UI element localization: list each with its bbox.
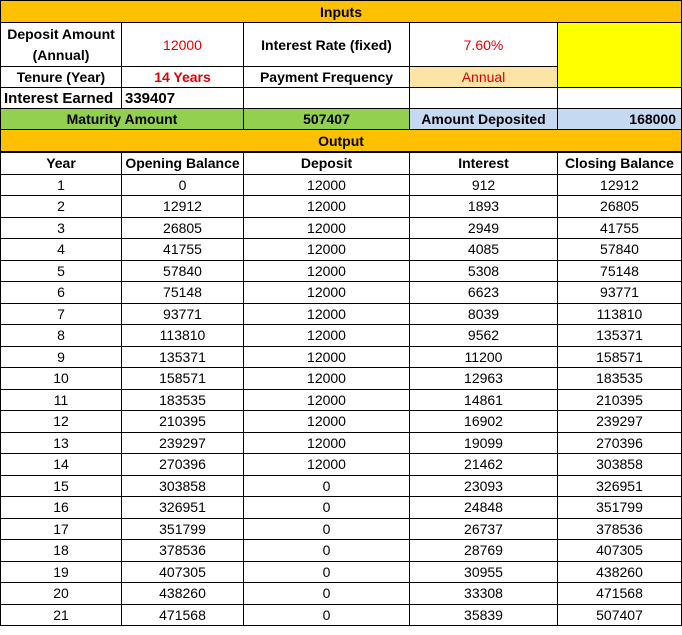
table-cell: 28769 (409, 539, 558, 562)
table-cell: 18 (0, 539, 122, 562)
table-cell: 210395 (121, 410, 244, 433)
table-cell: 12000 (243, 324, 410, 347)
table-cell: 183535 (121, 389, 244, 412)
table-cell: 407305 (121, 561, 244, 584)
table-cell: 57840 (121, 260, 244, 283)
table-cell: 0 (243, 604, 410, 627)
table-cell: 351799 (121, 518, 244, 541)
table-cell: 0 (243, 496, 410, 519)
table-cell: 135371 (121, 346, 244, 369)
table-cell: 12000 (243, 389, 410, 412)
table-cell: 239297 (557, 410, 682, 433)
table-cell: 303858 (557, 453, 682, 476)
table-cell: 12000 (243, 303, 410, 326)
table-cell: 12000 (243, 174, 410, 197)
table-cell: 9 (0, 346, 122, 369)
table-row (0, 217, 682, 239)
table-cell: 5308 (409, 260, 558, 283)
interest-rate-label: Interest Rate (fixed) (243, 22, 410, 67)
table-cell: 326951 (557, 475, 682, 498)
table-cell: 4 (0, 238, 122, 261)
table-cell: 30955 (409, 561, 558, 584)
table-cell: 113810 (121, 324, 244, 347)
table-cell: 16 (0, 496, 122, 519)
maturity-amount-label: Maturity Amount (0, 108, 244, 130)
table-cell: 378536 (121, 539, 244, 562)
table-cell: 912 (409, 174, 558, 197)
column-header: Opening Balance (121, 152, 244, 175)
column-header: Deposit (243, 152, 410, 175)
interest-earned-label: Interest Earned (0, 87, 122, 109)
table-header-row (0, 152, 682, 174)
table-row (0, 518, 682, 540)
empty-cell (557, 87, 682, 109)
table-cell: 0 (243, 561, 410, 584)
interest-earned-value: 339407 (121, 87, 244, 109)
table-cell: 41755 (557, 217, 682, 240)
table-cell: 158571 (557, 346, 682, 369)
deposit-amount-label: Deposit Amount (Annual) (0, 22, 122, 67)
table-cell: 9562 (409, 324, 558, 347)
empty-cell (409, 87, 558, 109)
table-row (0, 281, 682, 303)
table-cell: 239297 (121, 432, 244, 455)
table-cell: 378536 (557, 518, 682, 541)
table-cell: 13 (0, 432, 122, 455)
table-cell: 2949 (409, 217, 558, 240)
table-cell: 438260 (121, 582, 244, 605)
table-cell: 183535 (557, 367, 682, 390)
table-row (0, 475, 682, 497)
table-cell: 0 (243, 475, 410, 498)
table-row (0, 367, 682, 389)
interest-rate-value[interactable]: 7.60% (409, 22, 558, 67)
table-cell: 0 (121, 174, 244, 197)
table-cell: 21 (0, 604, 122, 627)
table-cell: 12000 (243, 238, 410, 261)
amount-deposited-label: Amount Deposited (409, 108, 558, 130)
inputs-header: Inputs (0, 0, 682, 23)
table-cell: 11200 (409, 346, 558, 369)
table-row (0, 260, 682, 282)
payment-frequency-label: Payment Frequency (243, 66, 410, 88)
table-cell: 12912 (121, 195, 244, 218)
table-cell: 12000 (243, 367, 410, 390)
table-cell: 24848 (409, 496, 558, 519)
table-cell: 113810 (557, 303, 682, 326)
table-cell: 26805 (557, 195, 682, 218)
table-cell: 6623 (409, 281, 558, 304)
table-cell: 17 (0, 518, 122, 541)
table-row (0, 604, 682, 626)
table-cell: 12000 (243, 453, 410, 476)
table-cell: 0 (243, 582, 410, 605)
table-row (0, 389, 682, 411)
table-cell: 270396 (121, 453, 244, 476)
column-header: Year (0, 152, 122, 175)
table-cell: 351799 (557, 496, 682, 519)
table-cell: 326951 (121, 496, 244, 519)
table-cell: 2 (0, 195, 122, 218)
table-cell: 16902 (409, 410, 558, 433)
table-cell: 3 (0, 217, 122, 240)
amount-deposited-value: 168000 (557, 108, 682, 130)
table-cell: 14861 (409, 389, 558, 412)
table-row (0, 453, 682, 475)
table-row (0, 496, 682, 518)
table-row (0, 238, 682, 260)
table-cell: 75148 (121, 281, 244, 304)
table-cell: 12000 (243, 346, 410, 369)
table-cell: 19 (0, 561, 122, 584)
table-cell: 0 (243, 539, 410, 562)
table-cell: 12000 (243, 260, 410, 283)
table-cell: 135371 (557, 324, 682, 347)
table-cell: 20 (0, 582, 122, 605)
table-cell: 1 (0, 174, 122, 197)
table-cell: 19099 (409, 432, 558, 455)
table-cell: 4085 (409, 238, 558, 261)
table-row (0, 324, 682, 346)
table-cell: 471568 (557, 582, 682, 605)
table-cell: 26805 (121, 217, 244, 240)
highlight-cell (557, 22, 682, 88)
table-row (0, 561, 682, 583)
output-header: Output (0, 129, 682, 152)
maturity-amount-value: 507407 (243, 108, 410, 130)
table-cell: 14 (0, 453, 122, 476)
table-cell: 26737 (409, 518, 558, 541)
table-cell: 6 (0, 281, 122, 304)
table-cell: 407305 (557, 539, 682, 562)
table-cell: 158571 (121, 367, 244, 390)
table-cell: 303858 (121, 475, 244, 498)
table-row (0, 432, 682, 454)
table-cell: 12000 (243, 432, 410, 455)
table-cell: 270396 (557, 432, 682, 455)
table-row (0, 303, 682, 325)
table-cell: 12000 (243, 410, 410, 433)
table-cell: 8 (0, 324, 122, 347)
table-cell: 5 (0, 260, 122, 283)
table-row (0, 410, 682, 432)
tenure-value[interactable]: 14 Years (121, 66, 244, 88)
column-header: Closing Balance (557, 152, 682, 175)
table-cell: 12 (0, 410, 122, 433)
table-cell: 7 (0, 303, 122, 326)
table-cell: 11 (0, 389, 122, 412)
table-row (0, 582, 682, 604)
table-cell: 33308 (409, 582, 558, 605)
table-cell: 471568 (121, 604, 244, 627)
table-row (0, 346, 682, 368)
table-cell: 1893 (409, 195, 558, 218)
table-cell: 93771 (121, 303, 244, 326)
table-row (0, 539, 682, 561)
table-cell: 507407 (557, 604, 682, 627)
table-cell: 35839 (409, 604, 558, 627)
table-cell: 0 (243, 518, 410, 541)
table-row (0, 195, 682, 217)
table-cell: 21462 (409, 453, 558, 476)
table-cell: 75148 (557, 260, 682, 283)
deposit-amount-value[interactable]: 12000 (121, 22, 244, 67)
column-header: Interest (409, 152, 558, 175)
table-cell: 10 (0, 367, 122, 390)
table-cell: 12963 (409, 367, 558, 390)
table-cell: 41755 (121, 238, 244, 261)
table-cell: 15 (0, 475, 122, 498)
table-cell: 12000 (243, 281, 410, 304)
tenure-label: Tenure (Year) (0, 66, 122, 88)
table-cell: 210395 (557, 389, 682, 412)
empty-cell (243, 87, 410, 109)
table-cell: 93771 (557, 281, 682, 304)
table-row (0, 174, 682, 196)
table-cell: 12912 (557, 174, 682, 197)
table-cell: 12000 (243, 217, 410, 240)
payment-frequency-value[interactable]: Annual (409, 66, 558, 88)
table-cell: 57840 (557, 238, 682, 261)
table-cell: 12000 (243, 195, 410, 218)
table-cell: 438260 (557, 561, 682, 584)
table-cell: 8039 (409, 303, 558, 326)
table-cell: 23093 (409, 475, 558, 498)
